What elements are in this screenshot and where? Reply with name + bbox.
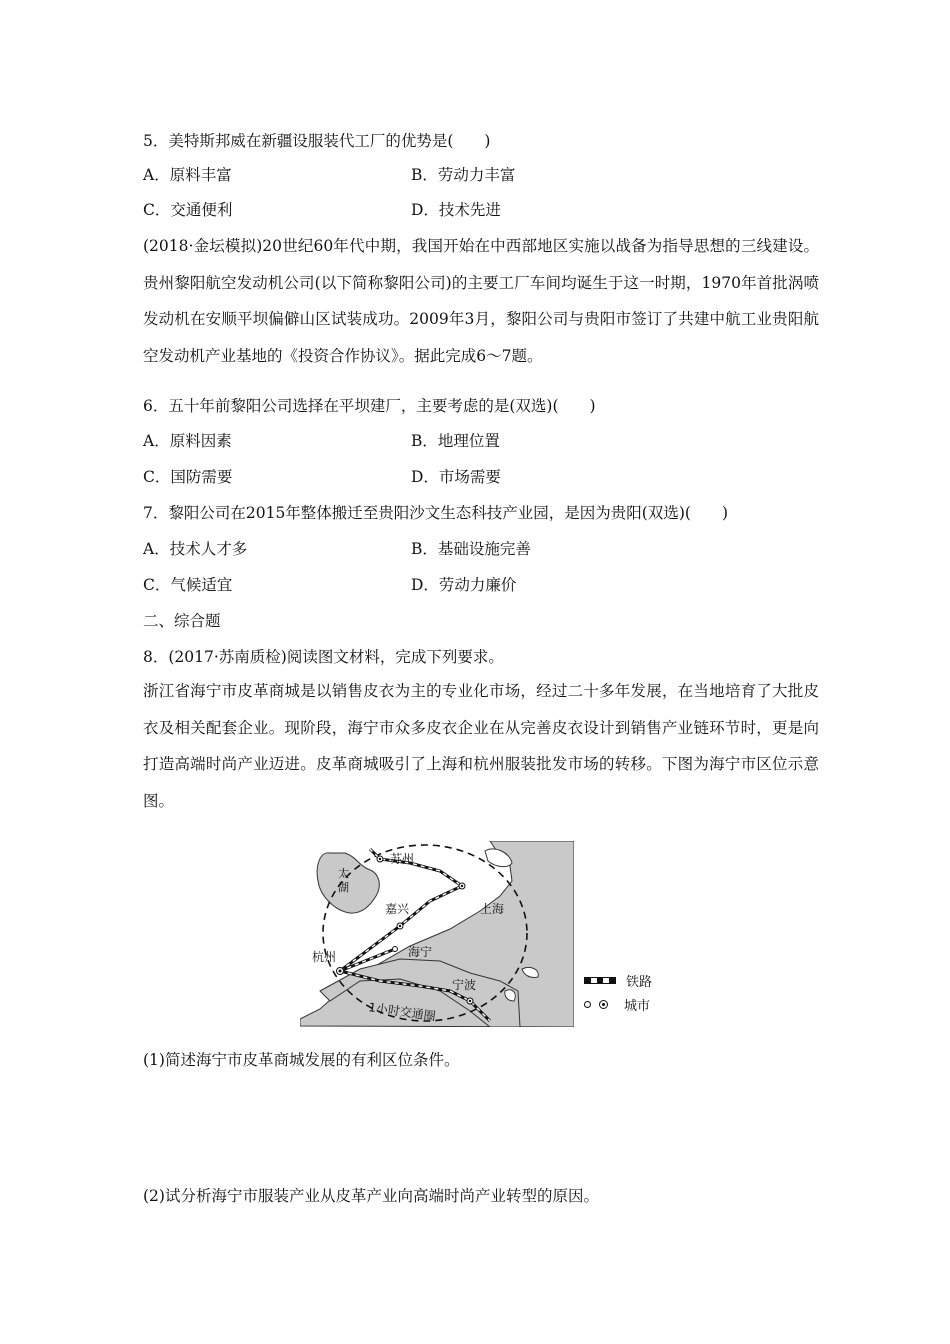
q7-option-b: B．基础设施完善 [411, 540, 531, 558]
section-heading: 二、综合题 [143, 612, 221, 630]
q8-material: 浙江省海宁市皮革商城是以销售皮衣为主的专业化市场，经过二十多年发展，在当地培育了大批皮衣及相关配套企业。现阶段，海宁市众多皮衣企业在从完善皮衣设计到销售产业链环节时，更是向打造高端时尚产业迈进。皮革商城吸引了上海和杭州服装批发市场的转移。下图为海宁市区位示意图。 [143, 682, 819, 810]
q7-option-a: A．技术人才多 [143, 540, 248, 558]
label-hangzhou: 杭州 [312, 950, 337, 964]
label-taihu-1: 太 [338, 867, 349, 880]
q8-subquestion-1: (1)简述海宁市皮革商城发展的有利区位条件。 [143, 1051, 460, 1069]
q5-option-a: A．原料丰富 [143, 166, 232, 184]
legend-city-label: 城市 [624, 998, 651, 1014]
q8-stem: 8．(2017·苏南质检)阅读图文材料，完成下列要求。 [143, 648, 504, 666]
label-suzhou: 苏州 [390, 852, 415, 866]
q5-option-c: C．交通便利 [143, 201, 233, 219]
label-taihu-2: 湖 [338, 881, 349, 894]
q7-stem: 7．黎阳公司在2015年整体搬迁至贵阳沙文生态科技产业园，是因为贵阳(双选)( ) [143, 504, 728, 522]
legend-railway-label: 铁路 [626, 974, 653, 990]
label-haining: 海宁 [408, 945, 433, 959]
city-marker-haining [393, 947, 398, 952]
q7-option-d: D．劳动力廉价 [411, 576, 517, 594]
label-one-hour-circle: 1小时交通圈 [367, 1000, 437, 1024]
q5-option-b: B．劳动力丰富 [411, 166, 516, 184]
q5-stem: 5．美特斯邦威在新疆设服装代工厂的优势是( ) [143, 132, 491, 150]
q6-stem: 6．五十年前黎阳公司选择在平坝建厂，主要考虑的是(双选)( ) [143, 397, 596, 415]
q6-option-a: A．原料因素 [143, 432, 232, 450]
q8-subquestion-2: (2)试分析海宁市服装产业从皮革产业向高端时尚产业转型的原因。 [143, 1187, 599, 1205]
q6-option-d: D．市场需要 [411, 468, 501, 486]
city-legend-icon [584, 1000, 614, 1009]
railway-legend-icon [584, 977, 616, 984]
label-shanghai: 上海 [480, 902, 505, 916]
label-ningbo: 宁波 [452, 978, 477, 992]
q7-option-c: C．气候适宜 [143, 576, 233, 594]
map-legend [584, 968, 652, 1016]
haining-location-map [300, 841, 574, 1027]
passage-q6-q7: (2018·金坛模拟)20世纪60年代中期，我国开始在中西部地区实施以战备为指导思想的三线建设。贵州黎阳航空发动机公司(以下简称黎阳公司)的主要工厂车间均诞生于这一时期，1970年首批涡喷发动机在安顺平坝偏僻山区试装成功。2009年3月，黎阳公司与贵阳市签订了共建中航工业贵阳航空发动机产业基地的《投资合作协议》。据此完成6～7题。 [143, 237, 819, 365]
q6-option-b: B．地理位置 [411, 432, 500, 450]
q6-option-c: C．国防需要 [143, 468, 233, 486]
q5-option-d: D．技术先进 [411, 201, 501, 219]
label-jiaxing: 嘉兴 [385, 902, 410, 916]
